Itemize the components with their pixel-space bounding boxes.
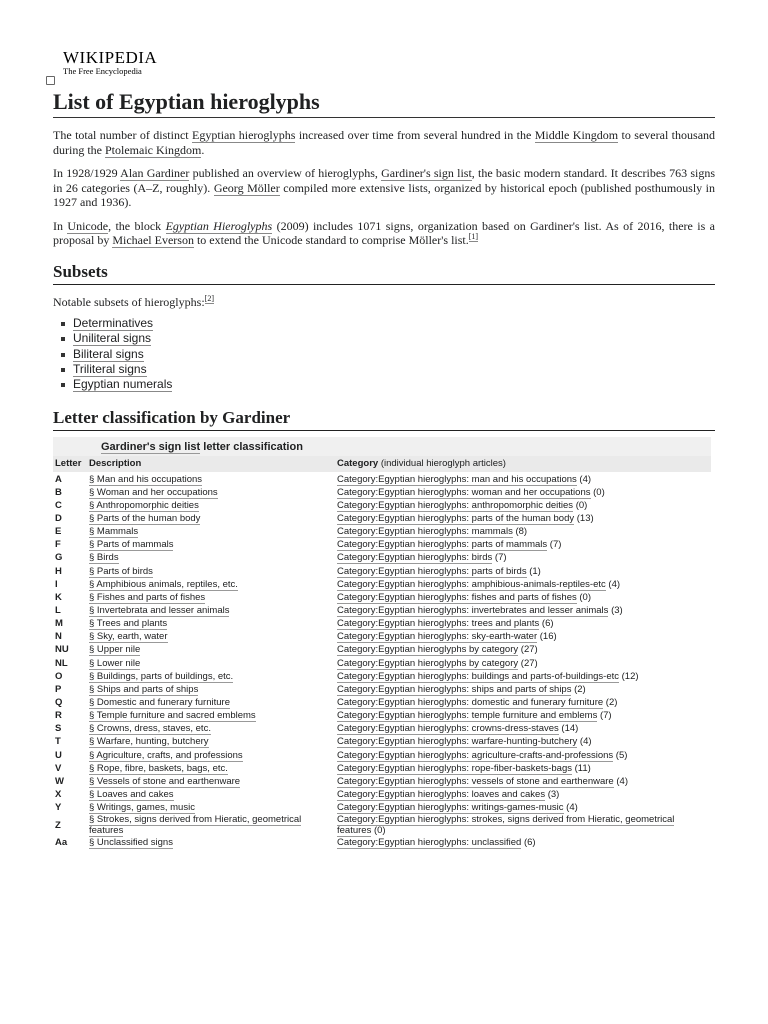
letter-cell: Q xyxy=(55,696,63,708)
logo-tagline: The Free Encyclopedia xyxy=(63,66,142,76)
category-cell xyxy=(335,591,711,604)
category-cell xyxy=(335,670,711,683)
category-count: (2) xyxy=(571,683,586,695)
description-cell xyxy=(87,617,335,630)
category-count: (16) xyxy=(537,631,557,643)
category-count: (2) xyxy=(603,696,618,708)
description-link[interactable]: § Loaves and cakes xyxy=(89,788,174,800)
link-michael-everson[interactable]: Michael Everson xyxy=(112,233,194,247)
letter-cell: W xyxy=(55,775,64,787)
link-egyptian-hieroglyphs-block[interactable]: Egyptian Hieroglyphs xyxy=(165,218,273,233)
category-link[interactable]: Category:Egyptian hieroglyphs: writings-games-music xyxy=(337,802,564,814)
description-link[interactable]: § Ships and parts of ships xyxy=(89,683,199,695)
description-cell xyxy=(87,604,335,617)
category-cell xyxy=(335,630,711,643)
category-count: (3) xyxy=(545,788,560,800)
description-cell xyxy=(87,656,335,669)
table-row xyxy=(53,630,711,643)
category-cell xyxy=(335,499,711,512)
description-link[interactable]: § Unclassified signs xyxy=(89,837,173,849)
table-row xyxy=(53,683,711,696)
category-count: (4) xyxy=(563,802,578,814)
category-count: (4) xyxy=(605,578,621,590)
table-row xyxy=(53,656,711,669)
category-cell xyxy=(335,525,711,538)
description-link[interactable]: § Crowns, dress, staves, etc. xyxy=(89,723,211,735)
table-body xyxy=(53,472,711,849)
category-count: (4) xyxy=(577,736,592,748)
table-row xyxy=(53,836,711,849)
category-count: (6) xyxy=(521,837,536,849)
link-uniliteral-signs[interactable]: Uniliteral signs xyxy=(73,331,152,346)
category-count: (11) xyxy=(572,762,591,774)
letter-cell: U xyxy=(55,749,62,761)
description-cell xyxy=(87,472,335,485)
description-cell xyxy=(87,591,335,604)
category-count: (1) xyxy=(526,565,541,577)
link-alan-gardiner[interactable]: Alan Gardiner xyxy=(120,166,190,180)
description-cell xyxy=(87,696,335,709)
article-body xyxy=(53,128,715,849)
table-row xyxy=(53,512,711,525)
description-cell xyxy=(87,670,335,683)
category-link[interactable]: Category:Egyptian hieroglyphs: anthropomorphic deities xyxy=(337,499,574,511)
table-header-row xyxy=(53,456,711,473)
link-biliteral-signs[interactable]: Biliteral signs xyxy=(73,346,144,361)
letter-cell: G xyxy=(55,552,63,564)
category-link[interactable]: Category:Egyptian hieroglyphs: woman and her occupations xyxy=(337,486,591,498)
category-link[interactable]: Category:Egyptian hieroglyphs: mammals xyxy=(337,526,513,538)
column-header-letter: Letter xyxy=(53,456,87,473)
table-row xyxy=(53,670,711,683)
table-row xyxy=(53,748,711,761)
description-link[interactable]: § Parts of mammals xyxy=(89,539,174,551)
description-cell xyxy=(87,643,335,656)
description-link[interactable]: § Mammals xyxy=(89,526,139,538)
table-row xyxy=(53,591,711,604)
category-count: (27) xyxy=(518,657,538,669)
letter-cell: E xyxy=(55,526,62,538)
description-cell xyxy=(87,499,335,512)
list-item xyxy=(73,316,715,331)
category-link[interactable]: Category:Egyptian hieroglyphs: trees and plants xyxy=(337,618,540,630)
category-cell xyxy=(335,604,711,617)
table-caption: Gardiner's sign list letter classification xyxy=(53,437,711,456)
letter-cell: L xyxy=(55,604,61,616)
description-cell xyxy=(87,722,335,735)
link-middle-kingdom[interactable]: Middle Kingdom xyxy=(534,128,619,142)
category-cell xyxy=(335,538,711,551)
wikipedia-logo[interactable] xyxy=(63,49,157,77)
description-link[interactable]: § Birds xyxy=(89,552,119,564)
table-row xyxy=(53,696,711,709)
category-count: (7) xyxy=(547,539,562,551)
category-cell xyxy=(335,643,711,656)
link-egyptian-numerals[interactable]: Egyptian numerals xyxy=(73,377,173,392)
gardiner-classification-table xyxy=(53,437,711,849)
table-row xyxy=(53,775,711,788)
link-gardiners-sign-list[interactable]: Gardiner's sign list xyxy=(381,166,472,180)
category-count: (7) xyxy=(597,710,612,722)
category-link[interactable]: Category:Egyptian hieroglyphs: strokes, signs derived from Hieratic, geometrical features xyxy=(337,814,675,837)
table-row xyxy=(53,709,711,722)
letter-cell: T xyxy=(55,736,61,748)
letter-cell: D xyxy=(55,512,62,524)
intro-paragraph-1: The total number of distinct Egyptian hieroglyphs increased over time from several hundred in the Middle Kingdom to several thousand during the Ptolemaic Kingdom. xyxy=(53,128,716,157)
table-row xyxy=(53,643,711,656)
category-cell xyxy=(335,775,711,788)
checkbox-icon[interactable] xyxy=(46,76,55,85)
category-cell xyxy=(335,551,711,564)
letter-cell: R xyxy=(55,710,62,722)
description-link[interactable]: § Temple furniture and sacred emblems xyxy=(89,710,256,722)
category-cell xyxy=(335,683,711,696)
category-cell xyxy=(335,564,711,577)
category-link[interactable]: Category:Egyptian hieroglyphs by category xyxy=(337,657,519,669)
description-cell xyxy=(87,486,335,499)
description-cell xyxy=(87,814,335,836)
description-link[interactable]: § Trees and plants xyxy=(89,618,168,630)
letter-cell: H xyxy=(55,565,62,577)
category-link[interactable]: Category:Egyptian hieroglyphs by category xyxy=(337,644,519,656)
letter-cell: N xyxy=(55,631,62,643)
category-count: (4) xyxy=(613,775,628,787)
list-item xyxy=(73,377,715,392)
description-link[interactable]: § Vessels of stone and earthenware xyxy=(89,775,241,787)
link-egyptian-hieroglyphs[interactable]: Egyptian hieroglyphs xyxy=(192,128,296,142)
link-unicode[interactable]: Unicode xyxy=(67,218,109,233)
category-cell xyxy=(335,656,711,669)
table-row xyxy=(53,472,711,485)
description-link[interactable]: § Parts of birds xyxy=(89,565,153,577)
description-link[interactable]: § Amphibious animals, reptiles, etc. xyxy=(89,578,238,590)
list-item xyxy=(73,347,715,362)
category-link[interactable]: Category:Egyptian hieroglyphs: crowns-dress-staves xyxy=(337,723,559,735)
description-cell xyxy=(87,788,335,801)
category-count: (4) xyxy=(576,473,592,485)
table-row xyxy=(53,486,711,499)
description-link[interactable]: § Fishes and parts of fishes xyxy=(89,591,206,603)
category-link[interactable]: Category:Egyptian hieroglyphs: vessels of stone and earthenware xyxy=(337,775,614,787)
description-cell xyxy=(87,578,335,591)
column-header-description: Description xyxy=(87,456,335,473)
category-link[interactable]: Category:Egyptian hieroglyphs: unclassified xyxy=(337,837,522,849)
description-link[interactable]: § Sky, earth, water xyxy=(89,631,168,643)
description-link[interactable]: § Lower nile xyxy=(89,657,141,669)
description-cell xyxy=(87,564,335,577)
category-cell xyxy=(335,735,711,748)
category-cell xyxy=(335,748,711,761)
reference-2[interactable]: [2] xyxy=(204,293,214,303)
letter-cell: V xyxy=(55,762,62,774)
link-determinatives[interactable]: Determinatives xyxy=(73,316,154,330)
category-link[interactable]: Category:Egyptian hieroglyphs: parts of the human body xyxy=(337,512,575,524)
category-count: (12) xyxy=(619,670,639,682)
category-link[interactable]: Category:Egyptian hieroglyphs: invertebrates and lesser animals xyxy=(337,604,609,616)
list-item xyxy=(73,362,715,377)
letter-cell: Z xyxy=(55,819,61,831)
description-link[interactable]: § Strokes, signs derived from Hieratic, geometrical features xyxy=(89,814,302,837)
category-link[interactable]: Category:Egyptian hieroglyphs: domestic and funerary furniture xyxy=(337,696,604,708)
subsets-intro: Notable subsets of hieroglyphs:[2] xyxy=(53,293,214,309)
table-row xyxy=(53,499,711,512)
intro-paragraph-3: In Unicode, the block Egyptian Hieroglyphs (2009) includes 1071 signs, organization based on Gardiner's list. As of 2016, there is a proposal by Michael Everson to extend the Unicode standard to comprise Möller's list.[1] xyxy=(53,218,715,247)
category-link[interactable]: Category:Egyptian hieroglyphs: parts of birds xyxy=(337,565,527,577)
category-count: (6) xyxy=(539,618,554,630)
table-row xyxy=(53,762,711,775)
category-count: (0) xyxy=(573,499,588,511)
description-link[interactable]: § Buildings, parts of buildings, etc. xyxy=(89,670,234,682)
category-link[interactable]: Category:Egyptian hieroglyphs: birds xyxy=(337,552,493,564)
category-cell xyxy=(335,617,711,630)
table-row xyxy=(53,538,711,551)
description-cell xyxy=(87,775,335,788)
description-cell xyxy=(87,551,335,564)
column-header-category: Category (individual hieroglyph articles) xyxy=(335,456,711,473)
description-cell xyxy=(87,525,335,538)
category-count: (13) xyxy=(574,512,594,524)
category-count: (0) xyxy=(576,591,591,603)
letter-cell: K xyxy=(55,591,62,603)
link-triliteral-signs[interactable]: Triliteral signs xyxy=(73,361,147,376)
description-link[interactable]: § Man and his occupations xyxy=(89,473,203,485)
category-link[interactable]: Category:Egyptian hieroglyphs: sky-earth-water xyxy=(337,631,538,643)
link-georg-moller[interactable]: Georg Möller xyxy=(213,180,280,195)
category-cell xyxy=(335,801,711,814)
description-cell xyxy=(87,836,335,849)
description-cell xyxy=(87,709,335,722)
letter-cell: NU xyxy=(55,644,69,656)
section-heading-subsets: Subsets xyxy=(53,262,715,285)
category-count: (8) xyxy=(512,526,528,538)
description-link[interactable]: § Warfare, hunting, butchery xyxy=(89,736,209,748)
table-row xyxy=(53,578,711,591)
letter-cell: M xyxy=(55,618,63,630)
letter-cell: I xyxy=(55,578,58,590)
description-link[interactable]: § Woman and her occupations xyxy=(89,486,218,498)
link-ptolemaic-kingdom[interactable]: Ptolemaic Kingdom xyxy=(105,142,202,157)
description-link[interactable]: § Writings, games, music xyxy=(89,802,195,814)
description-cell xyxy=(87,801,335,814)
table-row xyxy=(53,722,711,735)
description-link[interactable]: § Anthropomorphic deities xyxy=(89,499,199,511)
category-link[interactable]: Category:Egyptian hieroglyphs: man and his occupations xyxy=(337,473,577,485)
logo-wordmark: WIKIPEDIA xyxy=(63,48,158,67)
table-row xyxy=(53,735,711,748)
description-cell xyxy=(87,762,335,775)
category-link[interactable]: Category:Egyptian hieroglyphs: fishes and parts of fishes xyxy=(337,591,577,603)
section-heading-classification: Letter classification by Gardiner xyxy=(53,408,715,431)
intro-paragraph-2: In 1928/1929 Alan Gardiner published an overview of hieroglyphs, Gardiner's sign list, the basic modern standard. It describes 763 signs in 26 categories (A–Z, roughly). Georg Möller compiled more extensive lists, organized by historical epoch (published posthumously in 1927 and 1936). xyxy=(53,166,715,209)
table-row xyxy=(53,814,711,836)
description-cell xyxy=(87,512,335,525)
description-link[interactable]: § Rope, fibre, baskets, bags, etc. xyxy=(89,762,228,774)
letter-cell: A xyxy=(55,473,62,485)
category-link[interactable]: Category:Egyptian hieroglyphs: amphibious-animals-reptiles-etc xyxy=(337,578,606,590)
table-row xyxy=(53,617,711,630)
category-count: (5) xyxy=(613,749,628,761)
letter-cell: F xyxy=(55,539,61,551)
category-count: (0) xyxy=(371,825,386,837)
description-cell xyxy=(87,683,335,696)
description-cell xyxy=(87,735,335,748)
letter-cell: Aa xyxy=(55,837,68,849)
category-cell xyxy=(335,696,711,709)
category-link[interactable]: Category:Egyptian hieroglyphs: parts of mammals xyxy=(337,539,548,551)
table-row xyxy=(53,551,711,564)
letter-cell: NL xyxy=(55,657,68,669)
letter-cell: X xyxy=(55,788,62,800)
category-count: (0) xyxy=(590,486,605,498)
table-row xyxy=(53,788,711,801)
description-link[interactable]: § Agriculture, crafts, and professions xyxy=(89,749,243,761)
letter-cell: S xyxy=(55,723,62,735)
category-link[interactable]: Category:Egyptian hieroglyphs: buildings and parts-of-buildings-etc xyxy=(337,670,619,682)
category-cell xyxy=(335,512,711,525)
category-cell xyxy=(335,486,711,499)
category-cell xyxy=(335,722,711,735)
link-gardiners-sign-list-caption[interactable]: Gardiner's sign list xyxy=(101,441,201,454)
category-link[interactable]: Category:Egyptian hieroglyphs: rope-fiber-baskets-bags xyxy=(337,762,572,774)
letter-cell: Y xyxy=(55,802,62,814)
page-title: List of Egyptian hieroglyphs xyxy=(53,88,715,118)
description-cell xyxy=(87,748,335,761)
category-count: (7) xyxy=(492,552,507,564)
category-link[interactable]: Category:Egyptian hieroglyphs: ships and parts of ships xyxy=(337,683,572,695)
table-row xyxy=(53,801,711,814)
category-count: (14) xyxy=(558,723,579,735)
category-cell xyxy=(335,814,711,836)
list-item xyxy=(73,331,715,346)
category-cell xyxy=(335,762,711,775)
letter-cell: O xyxy=(55,670,63,682)
category-link[interactable]: Category:Egyptian hieroglyphs: temple furniture and emblems xyxy=(337,710,598,722)
table-row xyxy=(53,564,711,577)
letter-cell: P xyxy=(55,683,62,695)
description-link[interactable]: § Upper nile xyxy=(89,644,141,656)
category-link[interactable]: Category:Egyptian hieroglyphs: agriculture-crafts-and-professions xyxy=(337,749,614,761)
description-link[interactable]: § Domestic and funerary furniture xyxy=(89,696,230,708)
table-row xyxy=(53,604,711,617)
description-link[interactable]: § Parts of the human body xyxy=(89,512,201,524)
category-cell xyxy=(335,578,711,591)
letter-cell: B xyxy=(55,486,62,498)
category-cell xyxy=(335,472,711,485)
category-link[interactable]: Category:Egyptian hieroglyphs: loaves and cakes xyxy=(337,788,546,800)
description-cell xyxy=(87,538,335,551)
description-link[interactable]: § Invertebrata and lesser animals xyxy=(89,604,230,616)
reference-1[interactable]: [1] xyxy=(468,232,479,241)
table-row xyxy=(53,525,711,538)
letter-cell: C xyxy=(55,499,62,511)
category-count: (27) xyxy=(518,644,538,656)
category-link[interactable]: Category:Egyptian hieroglyphs: warfare-hunting-butchery xyxy=(337,736,578,748)
subsets-list xyxy=(53,316,715,392)
category-count: (3) xyxy=(608,604,623,616)
category-cell xyxy=(335,788,711,801)
description-cell xyxy=(87,630,335,643)
category-cell xyxy=(335,709,711,722)
category-cell xyxy=(335,836,711,849)
